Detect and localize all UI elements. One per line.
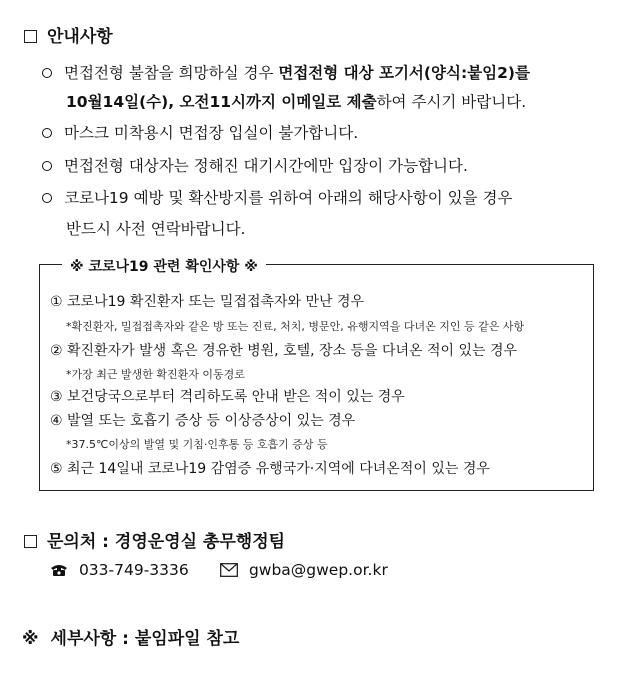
phone-contact <box>50 561 189 579</box>
item-text: 보건당국으로부터 격리하도록 안내 받은 적이 있는 경우 <box>67 389 405 405</box>
email-address[interactable]: gwba@gwep.or.kr <box>248 561 388 579</box>
item-number: ② <box>50 343 63 359</box>
notice-title: 안내사항 <box>47 27 113 47</box>
bullet-text: 반드시 사전 연락바랍니다. <box>66 220 246 238</box>
item-text: 확진환자가 발생 혹은 경유한 병원, 호텔, 장소 등을 다녀온 적이 있는 경우 <box>67 343 518 359</box>
phone-number: 033-749-3336 <box>78 561 189 579</box>
item-text: 최근 14일내 코로나19 감염증 유행국가·지역에 다녀온적이 있는 경우 <box>67 461 490 477</box>
check-item-2-note: *가장 최근 발생한 확진환자 이동경로 <box>66 368 245 381</box>
check-item-4-note: *37.5℃이상의 발열 및 기침·인후통 등 호흡기 증상 등 <box>66 438 328 451</box>
item-number: ① <box>50 294 63 310</box>
bullet-circle-icon <box>42 161 52 171</box>
checkbox-square-icon <box>24 535 37 548</box>
bullet-circle-icon <box>42 128 52 138</box>
details-text: 세부사항 : 붙임파일 참고 <box>50 629 240 649</box>
bullet-withdrawal <box>42 61 530 83</box>
checkbox-square-icon <box>24 30 37 43</box>
check-item-2 <box>50 340 517 360</box>
bullet-text: 면접전형 불참을 희망하실 경우 <box>64 64 279 82</box>
bullet-text: 마스크 미착용시 면접장 입실이 불가합니다. <box>64 124 359 142</box>
item-number: ③ <box>50 389 63 405</box>
bullet-circle-icon <box>42 193 52 203</box>
bullet-circle-icon <box>42 68 52 78</box>
item-text: 발열 또는 호흡기 증상 등 이상증상이 있는 경우 <box>67 413 356 429</box>
bullet-covid-contact <box>42 186 512 208</box>
details-note <box>22 624 239 649</box>
bullet-text: 코로나19 예방 및 확산방지를 위하여 아래의 해당사항이 있을 경우 <box>64 189 513 207</box>
check-item-1-note: *확진환자, 밀접접촉자와 같은 방 또는 진료, 처치, 병문안, 유행지역을 다녀온 지인 등 같은 사항 <box>66 320 525 333</box>
bullet-text-bold: 면접전형 대상 포기서(양식:붙임2)를 <box>278 64 530 82</box>
bullet-withdrawal-continued <box>66 90 526 112</box>
bullet-text: 하여 주시기 바랍니다. <box>376 93 527 111</box>
covid-check-title: ※ 코로나19 관련 확인사항 ※ <box>62 256 266 276</box>
email-contact <box>220 561 388 579</box>
envelope-icon <box>220 561 243 579</box>
bullet-covid-contact-continued <box>66 217 246 239</box>
item-number: ④ <box>50 413 63 429</box>
item-number: ⑤ <box>50 461 63 477</box>
bullet-text: 면접전형 대상자는 정해진 대기시간에만 입장이 가능합니다. <box>64 157 468 175</box>
reference-mark: ※ <box>22 629 39 649</box>
bullet-mask <box>42 121 358 143</box>
check-item-5 <box>50 458 490 478</box>
notice-heading <box>24 22 113 47</box>
check-item-3 <box>50 386 405 406</box>
check-item-4 <box>50 410 355 430</box>
inquiry-heading <box>24 527 285 552</box>
check-item-1 <box>50 291 364 311</box>
inquiry-title: 문의처 : 경영운영실 총무행정팀 <box>47 532 286 552</box>
item-text: 코로나19 확진환자 또는 밀접접촉자와 만난 경우 <box>67 294 365 310</box>
phone-icon <box>50 561 73 579</box>
bullet-text-bold: 10월14일(수), 오전11시까지 이메일로 제출 <box>66 93 377 111</box>
bullet-waiting-time <box>42 154 468 176</box>
